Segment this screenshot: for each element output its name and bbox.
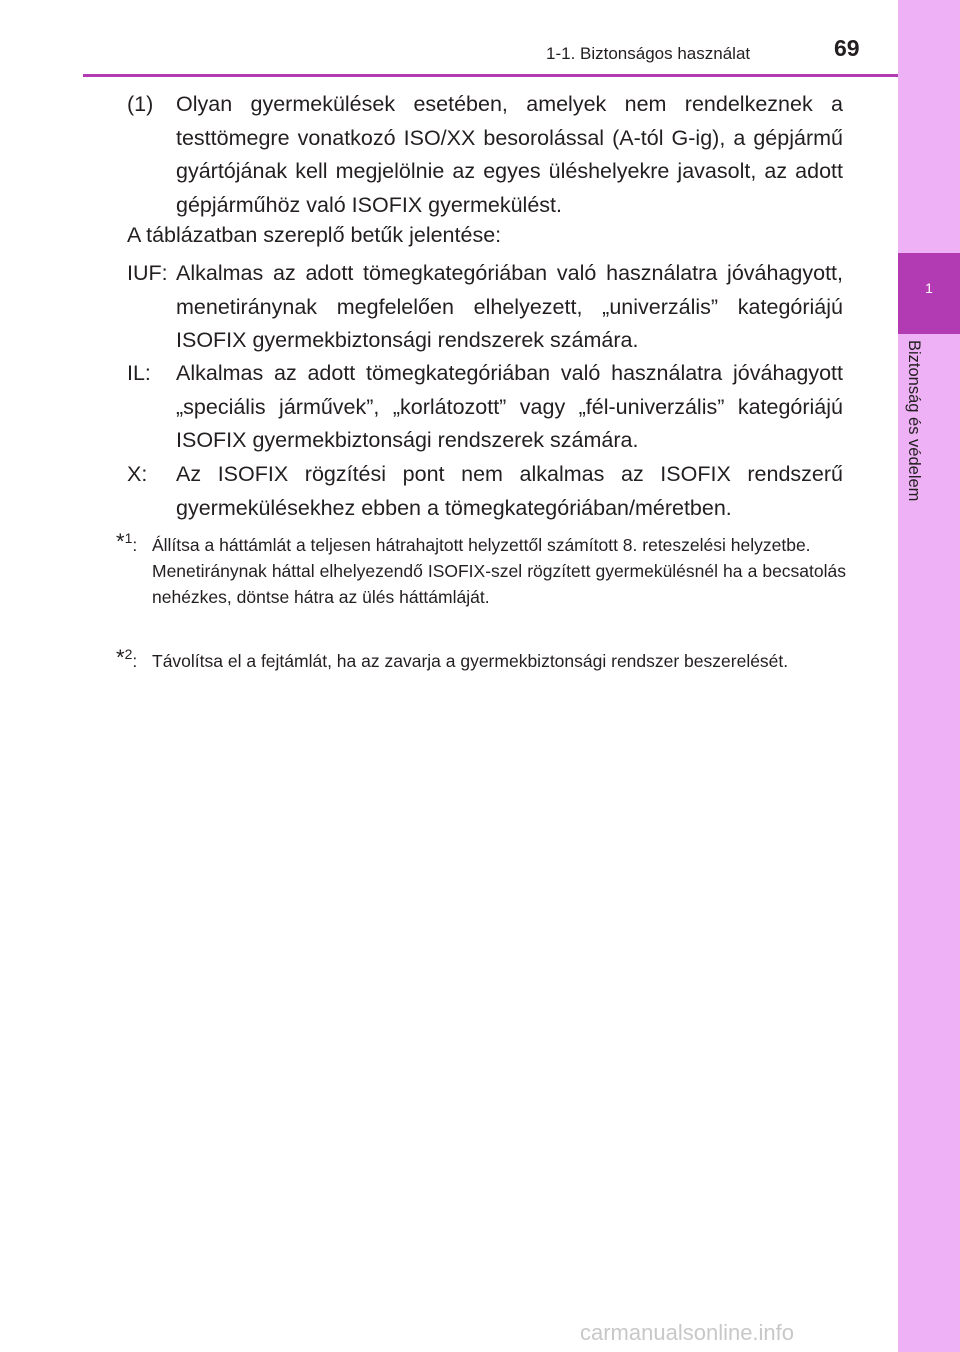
running-header-section-title: 1-1. Biztonságos használat [546,44,751,63]
footnote-item-1 [127,88,843,222]
legend-code: IL: [127,361,151,385]
item-text: Olyan gyermekülések esetében, amelyek nem rendelkeznek a testtömegre vonatkozó ISO/XX besorolással (A-tól G-ig), a gépjármű gyártójának kell megjelölnie az egyes üléshelyekre javasolt, az adott gépjárműhöz való ISOFIX gyermekülést. [176,92,843,217]
legend-code: X: [127,462,148,486]
note-1 [116,529,846,610]
legend-intro-text: A táblázatban szereplő betűk jelentése: [127,223,502,247]
chapter-side-tab [898,0,960,1352]
note-paragraph: Menetiránynak háttal elhelyezendő ISOFIX-szel rögzített gyermekülésnél ha a becsatolás nehézkes, döntse hátra az ülés háttámláját. [152,561,846,607]
note-paragraph: Állítsa a háttámlát a teljesen hátrahajtott helyzettől számított 8. reteszelési helyzetbe. [152,535,811,555]
legend-item-x [127,458,843,525]
page-number: 69 [834,35,860,61]
legend-description: Alkalmas az adott tömegkategóriában való használatra jóváhagyott „speciális járművek”, „korlátozott” vagy „fél-univerzális” kategóriájú ISOFIX gyermekbiztonsági rendszerek számára. [176,361,843,452]
legend-intro [127,219,843,253]
chapter-number-tab: 1 [898,253,960,334]
note-2 [116,645,846,674]
note-paragraph: Távolítsa el a fejtámlát, ha az zavarja a gyermekbiztonsági rendszer beszerelését. [152,651,789,671]
watermark: carmanualsonline.info [580,1320,795,1345]
legend-description: Alkalmas az adott tömegkategóriában való használatra jóváhagyott, menetiránynak megfelelően elhelyezett, „univerzális” kategóriájú ISOFIX gyermekbiztonsági rendszerek számára. [176,261,843,352]
header-rule [83,74,898,77]
note-marker: *$^1$: [116,529,138,555]
legend-description: Az ISOFIX rögzítési pont nem alkalmas az ISOFIX rendszerű gyermekülésekhez ebben a tömegkategóriában/méretben. [176,462,843,520]
chapter-title-vertical: Biztonság és védelem [905,340,923,502]
item-label: (1) [127,92,154,116]
legend-code: IUF: [127,261,168,285]
legend-item-il [127,357,843,458]
note-marker: *$^2$: [116,645,138,671]
legend-item-iuf [127,257,843,358]
